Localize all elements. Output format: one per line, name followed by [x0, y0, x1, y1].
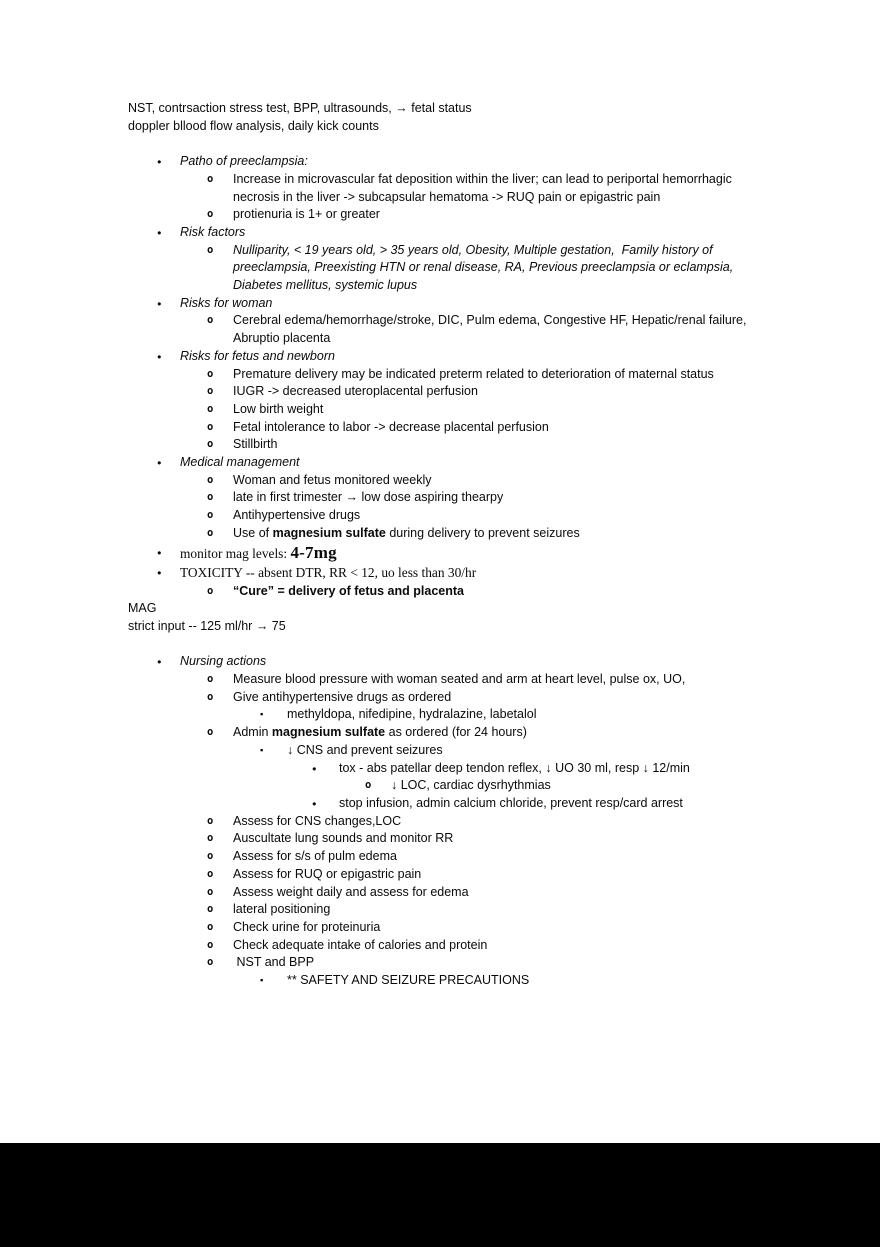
list-item: [128, 813, 752, 831]
list-item: [128, 742, 752, 760]
text-run: strict input -- 125 ml/hr → 75: [128, 618, 286, 633]
text-run: Antihypertensive drugs: [233, 508, 361, 523]
list-item: [128, 830, 752, 848]
circle-bullet-icon: o: [207, 850, 214, 863]
text-run: Nulliparity, < 19 years old, > 35 years old, Obesity, Multiple gestation, Family history of preeclampsia, Preexisting HTN or renal disease, RA, Previous preeclampsia or eclampsia, Diabetes mellitus, systemic lupus: [233, 242, 737, 293]
text-run: Assess for s/s of pulm edema: [233, 849, 397, 864]
text-run: IUGR -> decreased uteroplacental perfusion: [233, 384, 478, 399]
text-run: Check urine for proteinuria: [233, 919, 381, 934]
circle-bullet-icon: o: [207, 814, 214, 827]
text-run: late in first trimester → low dose aspiring thearpy: [233, 490, 504, 505]
list-item: [128, 383, 752, 401]
disc-bullet-icon: ●: [157, 157, 162, 167]
circle-bullet-icon: o: [207, 690, 214, 703]
text-run: ** SAFETY AND SEIZURE PRECAUTIONS: [287, 973, 530, 988]
square-bullet-icon: ▪: [260, 709, 264, 721]
text-run: Assess for CNS changes,LOC: [233, 813, 402, 828]
circle-bullet-icon: o: [207, 584, 214, 597]
text-run: 4-7mg: [290, 542, 337, 562]
text-run: protienuria is 1+ or greater: [233, 207, 380, 222]
text-run: NST, contrsaction stress test, BPP, ultrasounds, → fetal status: [128, 101, 472, 115]
list-item: [128, 295, 752, 313]
list-item: [128, 937, 752, 955]
circle-bullet-icon: o: [207, 385, 214, 398]
circle-bullet-icon: o: [207, 438, 214, 451]
circle-bullet-icon: o: [365, 779, 372, 792]
list-item: [128, 489, 752, 507]
circle-bullet-icon: o: [207, 673, 214, 686]
text-run: Woman and fetus monitored weekly: [233, 472, 432, 487]
paragraph: [128, 618, 752, 636]
text-run: as ordered (for 24 hours): [385, 725, 527, 740]
text-run: stop infusion, admin calcium chloride, prevent resp/card arrest: [339, 795, 683, 810]
document-body: [128, 100, 752, 990]
circle-bullet-icon: o: [207, 509, 214, 522]
list-item: [128, 919, 752, 937]
list-item: [128, 706, 752, 724]
circle-bullet-icon: o: [207, 172, 214, 185]
text-run: Measure blood pressure with woman seated and arm at heart level, pulse ox, UO,: [233, 672, 686, 687]
text-run: Admin: [233, 725, 272, 740]
list-item: [128, 348, 752, 366]
list-item: [128, 671, 752, 689]
text-run: Cerebral edema/hemorrhage/stroke, DIC, Pulm edema, Congestive HF, Hepatic/renal failure, Abruptio placenta: [233, 313, 750, 346]
circle-bullet-icon: o: [207, 885, 214, 898]
circle-bullet-icon: o: [207, 208, 214, 221]
text-run: Auscultate lung sounds and monitor RR: [233, 831, 454, 846]
list-item: [128, 583, 752, 601]
text-run: Stillbirth: [233, 437, 278, 452]
letterbox-bottom: [0, 1143, 880, 1247]
circle-bullet-icon: o: [207, 832, 214, 845]
text-run: NST and BPP: [233, 955, 315, 970]
text-run: Check adequate intake of calories and protein: [233, 937, 488, 952]
list-item: [128, 954, 752, 972]
circle-bullet-icon: o: [207, 726, 214, 739]
list-item: [128, 689, 752, 707]
list-item: [128, 436, 752, 454]
list-item: [128, 206, 752, 224]
circle-bullet-icon: o: [207, 526, 214, 539]
list-item: [128, 848, 752, 866]
text-run: tox - abs patellar deep tendon reflex, ↓ UO 30 ml, resp ↓ 12/min: [339, 760, 690, 775]
list-item: [128, 366, 752, 384]
blank-line: [128, 636, 752, 654]
text-run: Give antihypertensive drugs as ordered: [233, 689, 452, 704]
text-run: Premature delivery may be indicated preterm related to deterioration of maternal status: [233, 366, 714, 381]
paragraph: [128, 600, 752, 618]
list-item: [128, 507, 752, 525]
square-bullet-icon: ▪: [260, 744, 264, 756]
text-run: doppler bllood flow analysis, daily kick counts: [128, 118, 379, 133]
disc-bullet-icon: ●: [312, 763, 317, 773]
list-item: [128, 724, 752, 742]
list-item: [128, 401, 752, 419]
circle-bullet-icon: o: [207, 903, 214, 916]
list-item: [128, 653, 752, 671]
circle-bullet-icon: o: [207, 314, 214, 327]
disc-bullet-icon: ●: [157, 547, 162, 557]
list-item: [128, 525, 752, 543]
text-run: Medical management: [180, 455, 300, 470]
text-run: MAG: [128, 601, 157, 616]
circle-bullet-icon: o: [207, 243, 214, 256]
list-item: [128, 224, 752, 242]
list-item: [128, 153, 752, 171]
paragraph: [128, 118, 752, 136]
list-item: [128, 543, 752, 564]
disc-bullet-icon: ●: [157, 568, 162, 578]
blank-line: [128, 135, 752, 153]
text-run: “Cure” = delivery of fetus and placenta: [233, 583, 464, 598]
square-bullet-icon: ▪: [260, 975, 264, 987]
circle-bullet-icon: o: [207, 920, 214, 933]
circle-bullet-icon: o: [207, 938, 214, 951]
list-item: [128, 884, 752, 902]
disc-bullet-icon: ●: [157, 351, 162, 361]
paragraph: [128, 100, 752, 118]
disc-bullet-icon: ●: [157, 657, 162, 667]
circle-bullet-icon: o: [207, 420, 214, 433]
text-run: Risks for fetus and newborn: [180, 348, 335, 363]
list-item: [128, 472, 752, 490]
list-item: [128, 419, 752, 437]
circle-bullet-icon: o: [207, 867, 214, 880]
text-run: Use of: [233, 525, 273, 540]
text-run: magnesium sulfate: [271, 725, 386, 740]
text-run: Risks for woman: [180, 295, 273, 310]
disc-bullet-icon: ●: [157, 458, 162, 468]
circle-bullet-icon: o: [207, 473, 214, 486]
list-item: [128, 972, 752, 990]
list-item: [128, 795, 752, 813]
text-run: Fetal intolerance to labor -> decrease placental perfusion: [233, 419, 549, 434]
list-item: [128, 901, 752, 919]
text-run: lateral positioning: [233, 902, 331, 917]
disc-bullet-icon: ●: [157, 227, 162, 237]
text-run: Increase in microvascular fat deposition within the liver; can lead to periportal hemorrhagic necrosis in the liver -> subcapsular hematoma -> RUQ pain or epigastric pain: [233, 171, 736, 204]
text-run: ↓ LOC, cardiac dysrhythmias: [391, 778, 551, 793]
circle-bullet-icon: o: [207, 491, 214, 504]
text-run: during delivery to prevent seizures: [385, 525, 580, 540]
text-run: ↓ CNS and prevent seizures: [287, 742, 443, 757]
list-item: [128, 777, 752, 795]
list-item: [128, 563, 752, 583]
text-run: Nursing actions: [180, 654, 267, 669]
text-run: Assess weight daily and assess for edema: [233, 884, 469, 899]
list-item: [128, 242, 752, 295]
disc-bullet-icon: ●: [312, 798, 317, 808]
list-item: [128, 760, 752, 778]
text-run: Low birth weight: [233, 401, 324, 416]
circle-bullet-icon: o: [207, 367, 214, 380]
text-run: Patho of preeclampsia:: [180, 154, 308, 169]
text-run: methyldopa, nifedipine, hydralazine, labetalol: [287, 707, 537, 722]
list-item: [128, 171, 752, 206]
text-run: Assess for RUQ or epigastric pain: [233, 866, 422, 881]
text-run: Risk factors: [180, 224, 246, 239]
circle-bullet-icon: o: [207, 956, 214, 969]
disc-bullet-icon: ●: [157, 298, 162, 308]
list-item: [128, 866, 752, 884]
text-run: TOXICITY -- absent DTR, RR < 12, uo less than 30/hr: [180, 565, 477, 581]
circle-bullet-icon: o: [207, 402, 214, 415]
text-run: monitor mag levels:: [180, 545, 291, 561]
text-run: magnesium sulfate: [272, 525, 386, 540]
list-item: [128, 312, 752, 347]
list-item: [128, 454, 752, 472]
